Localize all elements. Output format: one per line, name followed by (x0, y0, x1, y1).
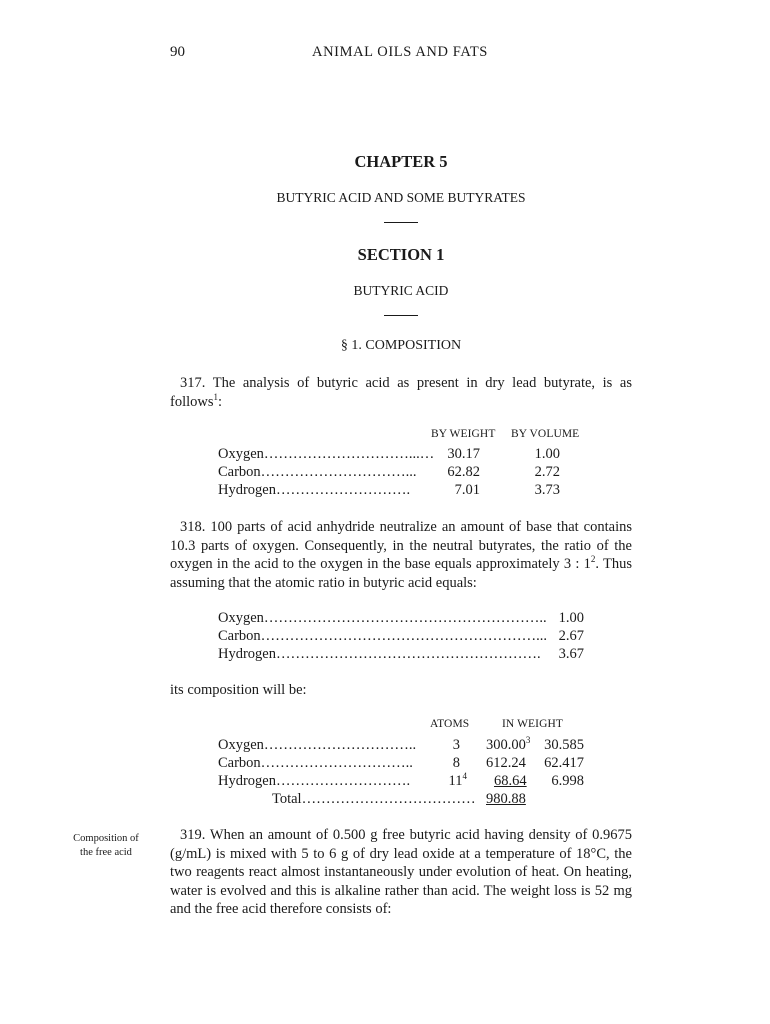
table1-row-volume: 2.72 (534, 464, 560, 480)
table3-row-label: Carbon………………………….. (218, 755, 413, 771)
table2-row-label: Hydrogen………………………………………………. (218, 646, 541, 662)
table1-row-volume: 3.73 (534, 482, 560, 498)
table3-row-weight-b: 30.585 (544, 737, 584, 753)
footnote-ref-4: 4 (462, 771, 467, 782)
table1-row-weight: 30.17 (447, 446, 480, 462)
table3-header-weight: IN WEIGHT (502, 718, 564, 730)
running-title: ANIMAL OILS AND FATS (312, 44, 488, 60)
table3-header-atoms: ATOMS (430, 718, 470, 730)
table1-header-volume: BY VOLUME (511, 428, 580, 440)
paragraph-317 (170, 374, 632, 411)
paragraph-318-end: . Thus assuming that the atomic ratio in butyric acid equals: (170, 556, 632, 591)
weight-a-value: 68.64 (494, 773, 527, 789)
table1-row-label: Hydrogen………………………. (218, 482, 411, 498)
margin-note-line: Composition of (73, 833, 139, 844)
paragraph-319: 319. When an amount of 0.500 g free butyric acid having density of 0.9675 (g/mL) is mixed with 5 to 6 g of dry lead oxide at a temperature of 18°C, the two reagents react almost instantaneously under evolution of heat. On heating, water is evolved and this is alkaline rather than acid. The weight loss is 52 mg and the free acid therefore consists of: (170, 827, 632, 917)
table3-row-label: Hydrogen………………………. (218, 773, 411, 789)
table1-row-label: Carbon…………………………... (218, 464, 417, 480)
atoms-value: 8 (452, 755, 460, 771)
table3-row-weight-a (486, 773, 527, 790)
weight-a-value: 300.00 (486, 737, 526, 753)
paragraph-317-end: : (218, 393, 223, 410)
paragraph-317-text: 317. The analysis of butyric acid as present in dry lead butyrate, is as follows (170, 375, 632, 410)
table3-row-atoms (430, 773, 467, 790)
atoms-value: 3 (452, 737, 460, 753)
footnote-ref-1: 1 (213, 391, 218, 402)
chapter-rule (384, 222, 418, 223)
table3-row-weight-a (486, 755, 526, 772)
table3-row-weight-b: 62.417 (544, 755, 584, 771)
section-rule (384, 315, 418, 316)
section-subtitle: BUTYRIC ACID (353, 283, 449, 298)
table3-row-label: Oxygen………………………….. (218, 737, 417, 753)
atoms-value: 11 (448, 773, 463, 789)
table3-row-weight-b: 6.998 (551, 773, 584, 789)
section-title: SECTION 1 (357, 245, 445, 264)
table1-row-volume: 1.00 (534, 446, 560, 462)
table3-row-atoms (430, 755, 460, 772)
paragraph-318-text: 318. 100 parts of acid anhydride neutralize an amount of base that contains 10.3 parts of oxygen. Consequently, in the neutral butyrates, the ratio of the oxygen in the acid to the oxygen in the base equals approximately 3 : 1 (170, 519, 632, 572)
table3-row-weight-a (486, 737, 530, 754)
weight-a-value: 612.24 (486, 755, 526, 771)
chapter-title: CHAPTER 5 (354, 152, 448, 171)
table2-row-value: 2.67 (558, 628, 584, 644)
table2-row-value: 3.67 (558, 646, 584, 662)
table1-row-weight: 62.82 (447, 464, 480, 480)
table3-row-atoms (430, 737, 460, 754)
table1-row-weight: 7.01 (454, 482, 480, 498)
table1-row-label: Oxygen…………………………...… (218, 446, 435, 462)
footnote-ref-3: 3 (525, 735, 531, 746)
subsection-heading: § 1. COMPOSITION (340, 338, 462, 353)
table2-row-label: Oxygen………………………………………………….. (218, 610, 547, 626)
margin-note (60, 832, 152, 860)
table2-row-value: 1.00 (558, 610, 584, 626)
paragraph-318 (170, 518, 632, 592)
table3-total-value: 980.88 (486, 791, 526, 807)
composition-intro: its composition will be: (170, 682, 307, 698)
chapter-subtitle: BUTYRIC ACID AND SOME BUTYRATES (276, 190, 526, 205)
footnote-ref-2: 2 (590, 554, 596, 565)
page-number: 90 (170, 44, 185, 60)
table3-total-label: Total……………………………… (272, 791, 476, 807)
table2-row-label: Carbon…………………………………………………... (218, 628, 548, 644)
margin-note-line: the free acid (80, 847, 132, 858)
table1-header-weight: BY WEIGHT (431, 428, 496, 440)
